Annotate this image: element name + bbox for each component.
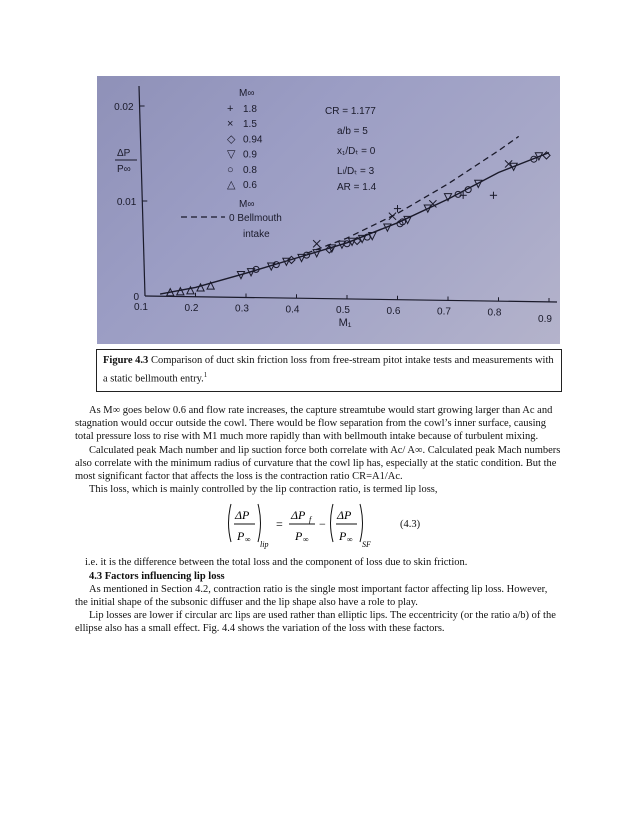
x-tick-label: 0.2 [184,302,199,314]
x-tick-label: 0.9 [538,314,552,325]
x-axis-label: M₁ [338,317,352,329]
legend-symbol: + [227,103,234,115]
equation-number: (4.3) [400,519,421,531]
y-axis-label-den: P∞ [117,164,131,175]
svg-text:P: P [295,529,303,544]
legend-label: 1.8 [243,104,257,115]
friction-loss-chart [97,76,560,344]
legend-title-2: M∞ [239,199,255,210]
paragraph: Lip losses are lower if circular arc lips are used rather than elliptic lips. The eccentricity (or the ratio a/b) of the ellipse also has a small effect. Fig. 4.4 shows the variation of the loss with these factors. [75,610,556,635]
legend-symbol: × [227,118,234,131]
body-text [75,404,561,636]
annotation: a/b = 5 [337,126,368,137]
legend-label: 0.94 [243,134,263,146]
x-tick-label: 0.4 [285,304,300,316]
x-tick-label: 0.5 [336,305,350,316]
svg-text:∞: ∞ [245,535,251,545]
svg-text:lip: lip [260,540,269,550]
y-tick-label: 0.01 [116,197,137,208]
svg-text:=: = [276,517,283,532]
caption-label: Figure 4.3 [103,355,149,366]
y-axis [139,86,145,296]
figure-caption [96,349,562,392]
x-tick-label: 0.7 [437,306,451,318]
y-axis-label-num: ΔP [117,148,131,159]
paragraph: This loss, which is mainly controlled by the lip contraction ratio, is termed lip loss, [89,484,438,496]
x-tick-label: 0.1 [134,302,148,313]
y-tick-label: 0.02 [114,102,134,113]
svg-text:ΔP: ΔP [235,508,250,523]
legend-label: 1.5 [243,119,257,131]
svg-text:P: P [339,529,347,544]
legend-symbol: ◇ [227,133,236,146]
equation-graphic [225,498,395,554]
legend-label: 0.6 [243,180,257,191]
x-axis [145,296,557,302]
legend-label: 0.9 [243,149,257,161]
svg-text:∞: ∞ [303,535,309,545]
section-heading: 4.3 Factors influencing lip loss [89,570,225,582]
annotation: CR = 1.177 [325,106,376,117]
equation-4-3 [75,498,561,554]
x-tick-label: 0.8 [487,307,502,319]
x-tick-label: 0.3 [235,303,249,315]
svg-text:−: − [319,517,326,532]
annotation: Lₗ/Dₜ = 3 [337,166,375,177]
svg-text:ΔP: ΔP [337,508,352,523]
svg-text:P: P [237,529,245,544]
svg-text:SF: SF [362,540,371,550]
paragraph: As M∞ goes below 0.6 and flow rate increases, the capture streamtube would start growing larger than Ac and stagnation would occur outside the cowl. There would be flow separation from the cowl’s inner surface, causing total pressure loss to rise with M1 much more rapidly than with bellmouth intake because of turbulent mixing. [75,405,553,443]
legend-dashed-label-2: intake [243,229,270,240]
legend-symbol: ▽ [227,148,236,161]
paragraph: As mentioned in Section 4.2, contraction ratio is the single most important factor affecting lip loss. However, the initial shape of the subsonic diffuser and the lip shape also have a role to play. [75,583,548,609]
paragraph: Calculated peak Mach number and lip suction force both correlate with Ac/ A∞. Calculated peak Mach numbers also correlate with the minimum radius of curvature that the cowl lip has, especially at the static condition. But the most significant factor that affects the loss is the contraction ratio CR=A1/Ac. [75,444,561,483]
svg-text:∞: ∞ [347,535,353,545]
legend-dashed-label: 0 Bellmouth [229,213,282,224]
svg-text:ΔP: ΔP [291,508,306,523]
paragraph: i.e. it is the difference between the total loss and the component of loss due to skin friction. [85,557,468,569]
caption-text: Comparison of duct skin friction loss from free-stream pitot intake tests and measurements with a static bellmouth entry. [103,355,554,385]
figure-photo [97,76,560,344]
y-tick-label: 0 [133,292,139,303]
caption-sup: 1 [203,371,208,379]
annotation: AR = 1.4 [337,182,377,193]
x-tick-label: 0.6 [386,305,401,317]
legend-title: M∞ [239,88,255,99]
svg-text:f: f [309,515,312,525]
legend-label: 0.8 [243,164,257,176]
legend-symbol: ○ [227,163,234,176]
annotation: x₁/Dₜ = 0 [337,146,376,157]
legend-symbol: △ [227,179,236,191]
